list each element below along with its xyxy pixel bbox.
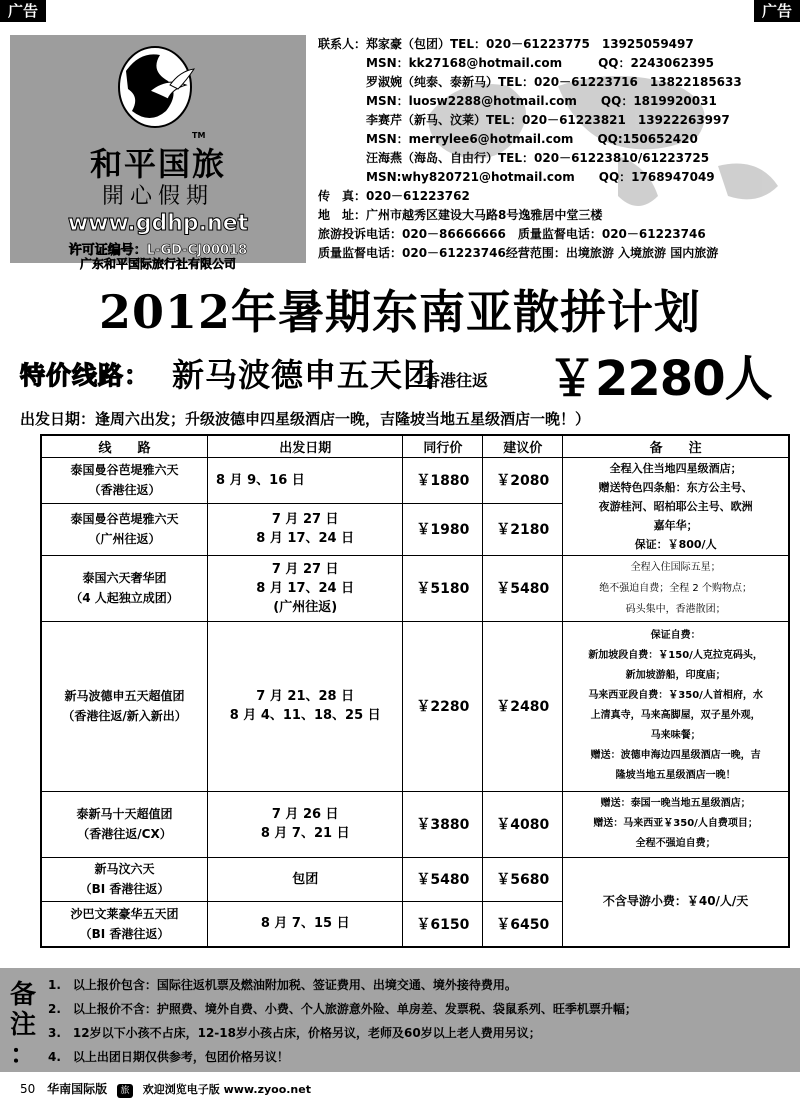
note-line: 保证：￥800/人 [634, 537, 717, 551]
route-name: 泰国曼谷芭堤雅六天 [70, 512, 179, 526]
note-line: 新加坡段自费：￥150/人克拉克码头， [588, 650, 763, 661]
promo-route-note: 香港往返 [424, 371, 489, 390]
suggest-price: ￥2480 [483, 621, 563, 791]
route-cell [41, 857, 208, 901]
departure-info: 出发日期：逢周六出发；升级波德申四星级酒店一晚，吉隆坡当地五星级酒店一晚！） [20, 410, 591, 428]
trademark-mark: TM [192, 131, 206, 140]
table-row [41, 457, 789, 503]
date-cell [208, 555, 403, 621]
route-cell [41, 791, 208, 857]
table-row [41, 791, 789, 857]
remark-line: 2. 以上报价不含：护照费、境外自费、小费、个人旅游意外险、单房差、发票税、袋鼠系列、旺季机票升幅； [48, 1002, 637, 1016]
note-line: 赠送：泰国一晚当地五星级酒店； [600, 798, 751, 809]
note-line: 嘉年华； [653, 518, 698, 532]
price-table [40, 434, 790, 948]
table-row [41, 555, 789, 621]
date-line: 7 月 27 日 [271, 561, 339, 577]
peer-price: ￥2280 [403, 621, 483, 791]
header-suggest: 建议价 [483, 435, 563, 457]
date-cell [208, 503, 403, 555]
contact-line: MSN：merrylee6@hotmail.com QQ:150652420 [318, 132, 698, 146]
route-name: 新马汶六天 [94, 862, 155, 876]
header-route: 线 路 [41, 435, 208, 457]
note-cell [563, 791, 789, 857]
route-cell [41, 555, 208, 621]
address-line: 地 址：广州市越秀区建设大马路8号逸雅居中堂三楼 [318, 208, 603, 222]
date-line: 7 月 21、28 日 [256, 689, 355, 704]
contact-line: MSN：luosw2288@hotmail.com QQ：1819920031 [318, 94, 717, 108]
date-line: 8 月 7、21 日 [260, 826, 350, 841]
note-line: 全程入住国际五星； [630, 561, 721, 573]
route-name: 泰国曼谷芭堤雅六天 [70, 463, 179, 477]
remarks-box [0, 968, 800, 1072]
note-line: 保证自费： [650, 630, 701, 641]
special-route-label: 特价线路： [20, 361, 151, 390]
suggest-price: ￥5680 [483, 857, 563, 901]
promo-price: ￥2280人 [548, 351, 772, 407]
company-name: 广东和平国际旅行社有限公司 [79, 257, 236, 271]
route-detail: （香港往返/新入新出） [62, 709, 187, 723]
edition-badge-icon: 旅 [117, 1084, 133, 1098]
header-note: 备 注 [563, 435, 789, 457]
page-footer [20, 1080, 311, 1098]
promo-route-name: 新马波德申五天团 [172, 356, 437, 394]
fax-line: 传 真：020－61223762 [318, 189, 470, 203]
note-line: 全程入住当地四星级酒店； [609, 461, 742, 475]
date-cell [208, 791, 403, 857]
contact-line: 罗淑婉（纯泰、泰新马）TEL：020－61223716 13822185633 [318, 75, 742, 89]
remark-line: 4. 以上出团日期仅供参考，包团价格另议！ [48, 1050, 289, 1064]
note-line: 赠送特色四条船：东方公主号、 [598, 480, 753, 494]
ad-tag-left: 广告 [0, 0, 46, 22]
route-name: 泰新马十天超值团 [76, 807, 173, 821]
route-cell [41, 901, 208, 947]
date-line: 8 月 17、24 日 [256, 580, 355, 596]
route-cell [41, 621, 208, 791]
globe-dove-logo-icon [110, 41, 200, 137]
route-name: 泰国六天奢华团 [82, 571, 167, 585]
date-cell [208, 901, 403, 947]
route-name: 新马波德申五天超值团 [64, 689, 185, 703]
peer-price: ￥1980 [403, 503, 483, 555]
table-row [41, 857, 789, 901]
peer-price: ￥1880 [403, 457, 483, 503]
route-detail: （香港往返/CX） [77, 827, 172, 841]
date-cell [208, 621, 403, 791]
date-line: 8 月 9、16 日 [216, 472, 305, 488]
page-number: 50 [20, 1082, 36, 1096]
contact-line: 李赛芹（新马、汶莱）TEL：020－61223821 13922263997 [318, 113, 730, 127]
brand-name: 和平国旅 [89, 145, 226, 183]
logo-block [10, 35, 306, 280]
date-line: 8 月 4、11、18、25 日 [229, 708, 381, 723]
contact-line: MSN：kk27168@hotmail.com QQ：2243062395 [318, 56, 715, 70]
license-number: 许可证编号：L-GD-CJ00018 [68, 243, 248, 258]
footer-website[interactable]: 欢迎浏览电子版 www.zyoo.net [142, 1083, 311, 1096]
page-title: 2012年暑期东南亚散拼计划 [98, 285, 702, 339]
note-cell [563, 857, 789, 947]
header-date: 出发日期 [208, 435, 403, 457]
date-line: 8 月 17、24 日 [256, 531, 355, 546]
note-line: 马来味餐； [650, 730, 701, 741]
contact-line: MSN:why820721@hotmail.com QQ：1768947049 [318, 170, 715, 184]
peer-price: ￥3880 [403, 791, 483, 857]
complaint-line: 旅游投诉电话：020－86666666 质量监督电话：020－61223746 [318, 227, 706, 241]
route-detail: （BI 香港往返） [79, 926, 170, 941]
date-line: 包团 [292, 871, 319, 887]
remarks-label-char: 备 [9, 980, 36, 1010]
date-line: 8 月 7、15 日 [260, 916, 350, 932]
note-line: 上清真寺，马来高脚屋，双子星外观， [590, 710, 761, 721]
date-cell [208, 457, 403, 503]
route-detail: （广州往返） [88, 532, 161, 546]
contact-line: 汪海燕（海岛、自由行）TEL：020－61223810/61223725 [318, 151, 710, 165]
note-line: 全程不强迫自费； [635, 838, 716, 849]
peer-price: ￥6150 [403, 901, 483, 947]
route-detail: （BI 香港往返） [79, 882, 170, 896]
note-line: 马来西亚段自费：￥350/人首相府，水 [588, 690, 763, 701]
suggest-price: ￥2180 [483, 503, 563, 555]
brand-website[interactable]: www.gdhp.net [67, 211, 249, 236]
date-cell [208, 857, 403, 901]
note-line: 赠送：马来西亚￥350/人自费项目； [593, 818, 758, 829]
route-detail: （4 人起独立成团） [70, 591, 179, 605]
note-line: 不含导游小费：￥40/人/天 [602, 894, 749, 909]
suggest-price: ￥4080 [483, 791, 563, 857]
remarks-label-char: ： [9, 1040, 36, 1070]
scope-line: 质量监督电话：020－61223746经营范围：出境旅游 入境旅游 国内旅游 [318, 246, 719, 260]
remarks-label-char: 注 [9, 1010, 36, 1040]
header-peer: 同行价 [403, 435, 483, 457]
route-detail: （香港往返） [88, 483, 161, 497]
date-line: 7 月 27 日 [271, 512, 339, 527]
note-cell [563, 621, 789, 791]
table-row [41, 621, 789, 791]
table-header-row [41, 435, 789, 457]
ad-tag-right: 广告 [754, 0, 800, 22]
peer-price: ￥5180 [403, 555, 483, 621]
note-line: 绝不强迫自费；全程 2 个购物点； [599, 582, 752, 594]
note-line: 新加坡游船，印度庙； [625, 670, 726, 681]
date-line: (广州往返) [273, 599, 338, 615]
remark-line: 1. 以上报价包含：国际往返机票及燃油附加税、签证费用、出境交通、境外接待费用。 [48, 978, 517, 992]
edition-name: 华南国际版 [47, 1082, 108, 1096]
company-name-en: GUANGDONG PEACE INTERNATIONAL TOURISM CO.,LTD [34, 271, 282, 280]
route-name: 沙巴文莱豪华五天团 [70, 906, 179, 921]
note-line: 隆坡当地五星级酒店一晚！ [615, 770, 736, 781]
remark-line: 3. 12岁以下小孩不占床，12-18岁小孩占床，价格另议，老师及60岁以上老人费用另议； [48, 1026, 541, 1040]
brand-slogan: 開心假期 [101, 184, 214, 209]
note-line: 码头集中，香港散团； [625, 603, 726, 615]
peer-price: ￥5480 [403, 857, 483, 901]
note-line: 夜游桂河、昭柏耶公主号、欧洲 [598, 499, 753, 513]
suggest-price: ￥5480 [483, 555, 563, 621]
note-line: 赠送：波德申海边四星级酒店一晚，吉 [590, 750, 761, 761]
suggest-price: ￥6450 [483, 901, 563, 947]
route-cell [41, 457, 208, 503]
note-cell [563, 457, 789, 555]
date-line: 7 月 26 日 [271, 807, 339, 822]
remarks-label [8, 980, 38, 1070]
contact-info [318, 36, 796, 268]
note-cell [563, 555, 789, 621]
suggest-price: ￥2080 [483, 457, 563, 503]
contact-line: 联系人：郑家豪（包团）TEL：020－61223775 13925059497 [318, 37, 694, 51]
route-cell [41, 503, 208, 555]
